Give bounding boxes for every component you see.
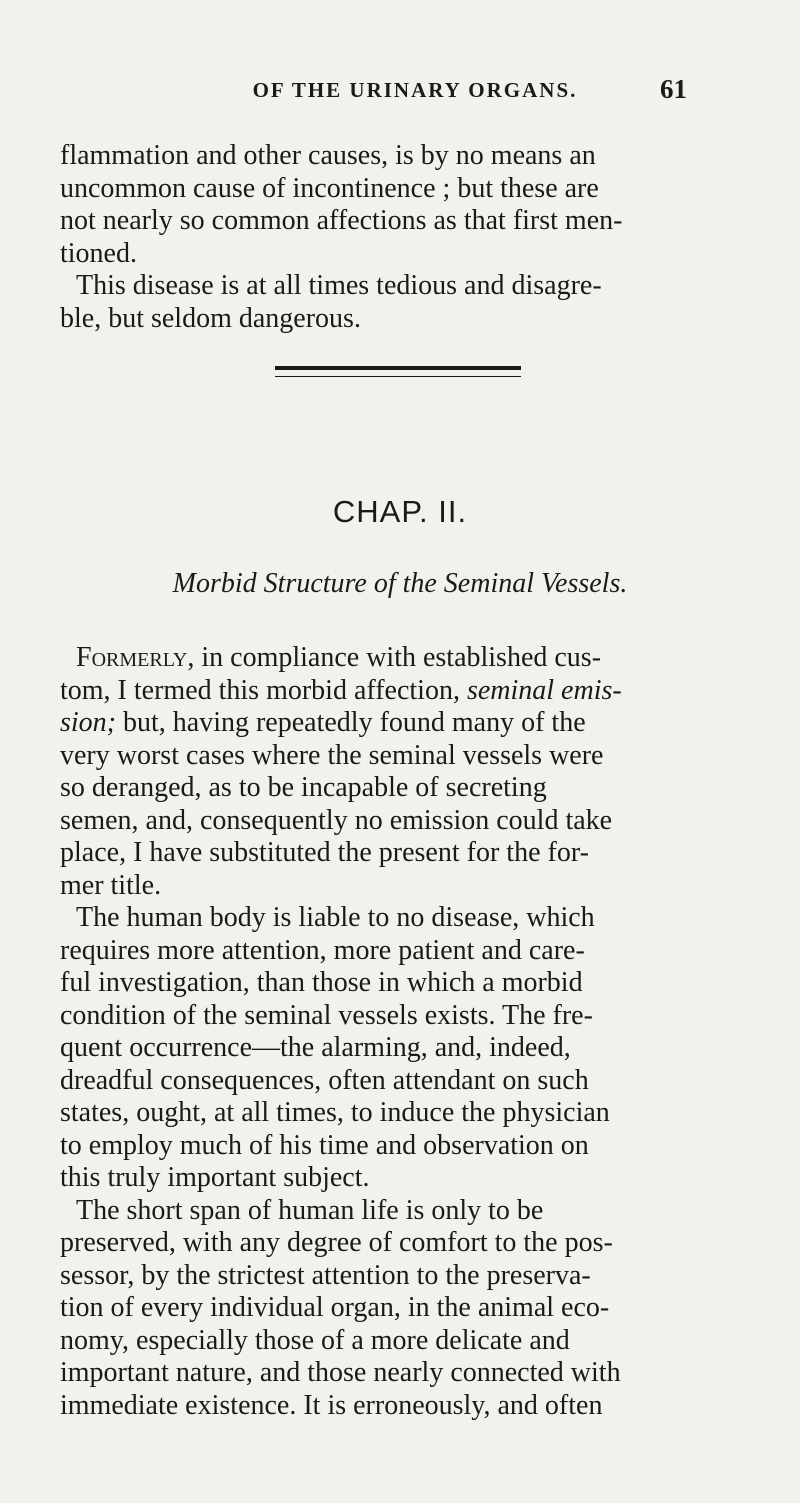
text-line: mer title. (60, 869, 162, 901)
text-line: place, I have substituted the present for the for- (60, 837, 589, 868)
text-line: ful investigation, than those in which a morbid (60, 967, 583, 998)
text-line: preserved, with any degree of comfort to the pos- (60, 1227, 613, 1258)
text-line: requires more attention, more patient and care- (60, 934, 585, 966)
text-line: nomy, especially those of a more delicate and (60, 1324, 570, 1356)
text-line: uncommon cause of incontinence ; but these are (60, 172, 599, 204)
text-line: this truly important subject. (60, 1162, 370, 1193)
text-line: dreadful consequences, often attendant on such (60, 1064, 589, 1096)
chapter-body (60, 642, 732, 1422)
text-line: important nature, and those nearly connected with (60, 1357, 621, 1388)
text-line: condition of the seminal vessels exists. The fre- (60, 999, 593, 1031)
text-line: not nearly so common affections as that first men- (60, 205, 623, 236)
text-line: tion of every individual organ, in the animal eco- (60, 1292, 610, 1323)
section-divider-thick (275, 366, 521, 370)
intro-closing-paragraph (60, 270, 732, 335)
running-title: OF THE URINARY ORGANS. (252, 78, 578, 102)
text-line: states, ought, at all times, to induce the physician (60, 1097, 610, 1128)
text-fragment: but, having repeatedly found many of the (116, 707, 586, 738)
paragraph-1 (60, 642, 732, 902)
text-line: flammation and other causes, is by no means an (60, 140, 596, 171)
text-line: quent occurrence—the alarming, and, indeed, (60, 1032, 571, 1063)
italic-term: seminal emis- (466, 674, 622, 706)
text-line (60, 642, 732, 675)
text-line: so deranged, as to be incapable of secreting (60, 772, 547, 803)
text-line (60, 707, 732, 740)
chapter-heading: CHAP. II. (332, 494, 468, 529)
text-line (60, 675, 732, 708)
intro-paragraph (60, 140, 732, 270)
page-number: 61 (660, 74, 687, 104)
section-divider-thin (275, 376, 521, 377)
italic-term: sion; (60, 707, 116, 738)
text-line: immediate existence. It is erroneously, and often (60, 1389, 603, 1421)
text-line: This disease is at all times tedious and disagre- (76, 270, 602, 301)
text-line: The human body is liable to no disease, which (76, 902, 595, 933)
text-line: sessor, by the strictest attention to the preserva- (60, 1259, 591, 1291)
paragraph-3 (60, 1195, 732, 1423)
lead-word: Formerly, (76, 642, 195, 673)
text-line: The short span of human life is only to be (76, 1194, 544, 1226)
text-line: semen, and, consequently no emission could take (60, 804, 613, 836)
text-fragment: in compliance with established cus- (194, 642, 602, 673)
text-line: very worst cases where the seminal vessels were (60, 739, 604, 771)
text-fragment: tom, I termed this morbid affection, (60, 674, 467, 706)
text-line: to employ much of his time and observation on (60, 1129, 589, 1161)
paragraph-2 (60, 902, 732, 1195)
intro-section (60, 140, 732, 335)
text-line: ble, but seldom dangerous. (60, 302, 361, 334)
text-line: tioned. (60, 237, 137, 269)
chapter-subtitle: Morbid Structure of the Seminal Vessels. (172, 568, 628, 599)
